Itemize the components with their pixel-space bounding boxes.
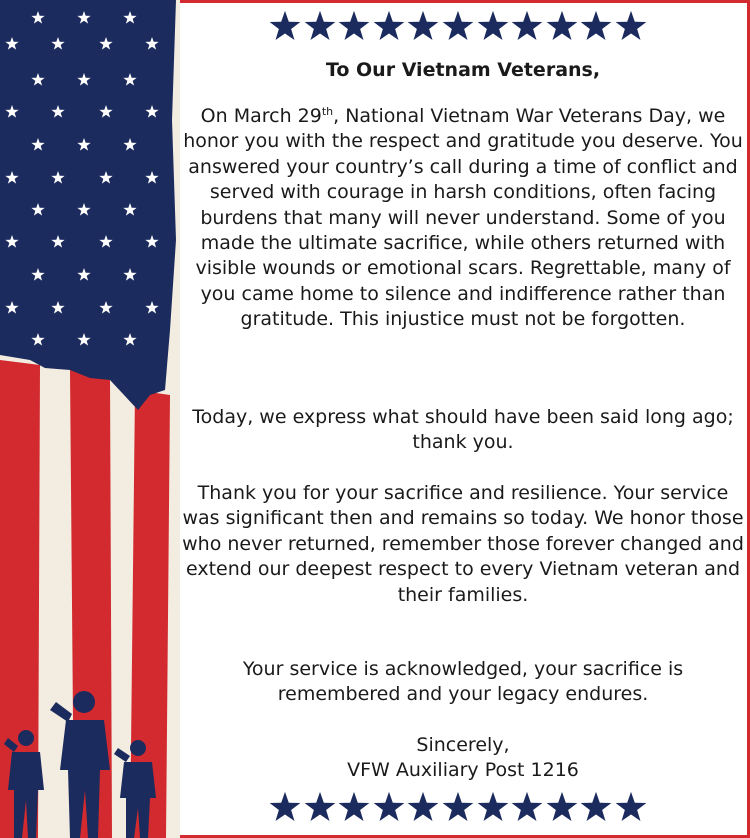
american-flag-illustration: [0, 0, 180, 838]
letter-closing: [180, 733, 746, 784]
star-icon: [303, 791, 337, 825]
star-icon: [510, 10, 544, 44]
signature: VFW Auxiliary Post 1216: [347, 759, 579, 782]
star-icon: [614, 10, 648, 44]
star-icon: [372, 10, 406, 44]
star-icon: [337, 791, 371, 825]
letter-greeting: To Our Vietnam Veterans,: [325, 59, 601, 81]
star-icon: [579, 791, 613, 825]
flag-canton: [0, 0, 176, 410]
letter: [180, 0, 746, 838]
letter-paragraph: Your service is acknowledged, your sacrifice is remembered and your legacy endures.: [242, 658, 684, 706]
star-icon: [406, 791, 440, 825]
star-icon: [406, 10, 440, 44]
star-icon: [545, 791, 579, 825]
letter-paragraph: Thank you for your sacrifice and resilience. Your service was significant then and remains so today. We honor those who never returned, remember those forever changed and extend our deepest respect to every Vietnam veteran and their families.: [182, 482, 744, 606]
star-icon: [614, 791, 648, 825]
star-icon: [268, 791, 302, 825]
star-icon: [476, 791, 510, 825]
star-row-bottom: [268, 791, 648, 831]
letter-paragraph: Today, we express what should have been said long ago; thank you.: [192, 406, 734, 454]
star-icon: [545, 10, 579, 44]
letter-paragraph: On March 29th, National Vietnam War Veterans Day, we honor you with the respect and gratitude you deserve. You answered your country’s call during a time of conflict and served with courage in harsh conditions, often facing burdens that many will never understand. Some of you made the ultimate sacrifice, while others returned with visible wounds or emotional scars. Regrettable, many of you came home to silence and indifference rather than gratitude. This injustice must not be forgotten.: [183, 105, 743, 331]
star-icon: [441, 791, 475, 825]
date-superscript: th: [321, 105, 334, 118]
star-row-top: [268, 10, 648, 50]
star-icon: [579, 10, 613, 44]
star-icon: [510, 791, 544, 825]
star-icon: [337, 10, 371, 44]
star-icon: [303, 10, 337, 44]
star-icon: [372, 791, 406, 825]
closing-line: Sincerely,: [416, 734, 510, 756]
star-icon: [441, 10, 475, 44]
star-icon: [476, 10, 510, 44]
star-icon: [268, 10, 302, 44]
